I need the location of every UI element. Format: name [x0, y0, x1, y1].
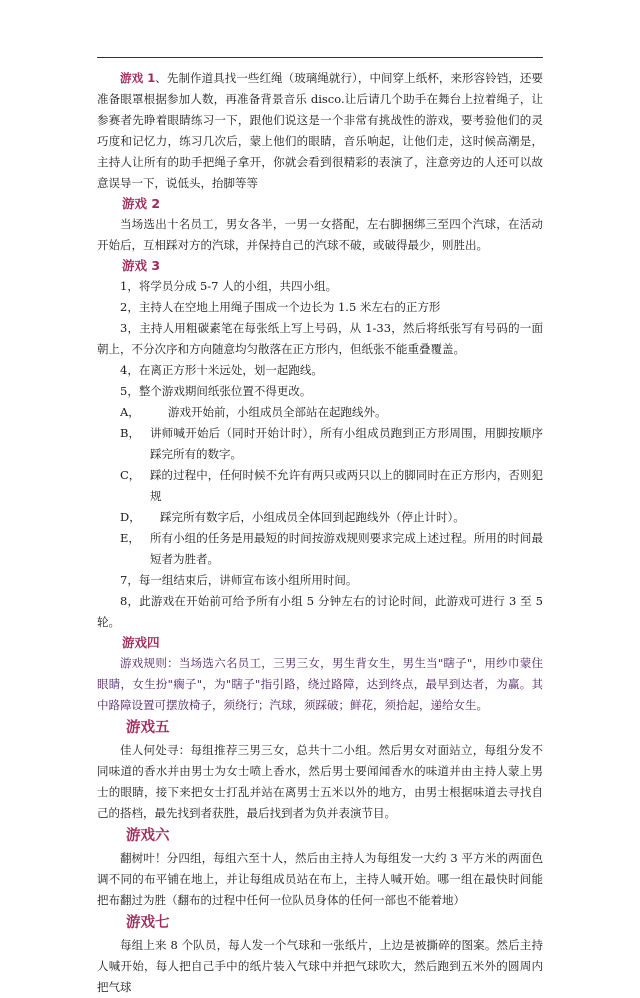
step-text: 所有小组的任务是用最短的时间按游戏规则要求完成上述过程。所用的时间最短者为胜者。 — [150, 531, 543, 566]
game3-item-8: 8，此游戏在开始前可给予所有小组 5 分钟左右的讨论时间，此游戏可进行 3 至 5 轮。 — [97, 594, 543, 629]
game3-item-4: 4，在离正方形十米远处，划一起跑线。 — [120, 363, 323, 377]
game2-body: 当场选出十名员工，男女各半，一男一女搭配，左右脚捆绑三至四个汽球，在活动开始后，互相踩对方的汽球，并保持自己的汽球不破，或破得最少，则胜出。 — [97, 217, 543, 252]
game7-body: 每组上来 8 个队员，每人发一个气球和一张纸片，上边是被撕碎的图案。然后主持人喊开始，每人把自己手中的纸片装入气球中并把气球吹大，然后跑到五米外的圆周内把气球 — [97, 938, 543, 994]
game3-item-1: 1，将学员分成 5-7 人的小组，共四小组。 — [120, 279, 338, 293]
game3-item-7: 7，每一组结束后，讲师宣布该小组所用时间。 — [120, 573, 358, 587]
step-text: 踩完所有数字后，小组成员全体回到起跑线外（停止计时）。 — [160, 510, 465, 524]
game3-step-c — [97, 465, 543, 507]
game3-item-2: 2，主持人在空地上用绳子围成一个边长为 1.5 米左右的正方形 — [120, 300, 441, 314]
step-text: 讲师喊开始后（同时开始计时），所有小组成员跑到正方形周围，用脚按顺序踩完所有的数字。 — [150, 426, 543, 461]
game3-title: 游戏 3 — [122, 258, 161, 273]
game3-step-d — [97, 507, 543, 528]
game3-item-3: 3，主持人用粗碳素笔在每张纸上写上号码，从 1-33，然后将纸张写有号码的一面朝上，不分次序和方向随意均匀散落在正方形内，但纸张不能重叠覆盖。 — [97, 321, 543, 356]
game2-title: 游戏 2 — [122, 196, 161, 211]
game5-body: 佳人何处寻：每组推荐三男三女，总共十二小组。然后男女对面站立，每组分发不同味道的香水并由男士为女士喷上香水，然后男士要闻闻香水的味道并由主持人蒙上男士的眼睛，接下来把女士打乱并站在离男士五米以外的地方，由男士根据味道去寻找自己的搭档，最先找到者获胜，最后找到者为负并表演节目。 — [97, 743, 543, 820]
game1-body: 、先制作道具找一些红绳（玻璃绳就行），中间穿上纸杯，来形容铃铛，还要准备眼罩根据参加人数，再准备背景音乐 disco.让后请几个助手在舞台上拉着绳子，让参赛者先睁着眼睛练习一下，跟他们说这是一个非常有挑战性的游戏，要考验他们的灵巧度和记忆力，练习几次后，蒙上他们的眼睛，音乐响起，让他们走，这时候高潮是，主持人让所有的助手把绳子拿开，你就会看到很精彩的表演了，注意旁边的人还可以故意误导一下，说低头，抬脚等等 — [97, 71, 543, 190]
game3-step-a — [97, 402, 543, 423]
document-body — [97, 68, 543, 998]
game1-paragraph — [97, 68, 543, 194]
game3-step-b — [97, 423, 543, 465]
game3-step-e — [97, 528, 543, 570]
header-rule — [97, 57, 543, 58]
game6-title: 游戏六 — [126, 828, 170, 844]
game1-title: 游戏 1 — [120, 71, 156, 85]
game3-item-5: 5，整个游戏期间纸张位置不得更改。 — [120, 384, 312, 398]
step-label: C， — [120, 468, 141, 482]
game4-title: 游戏四 — [122, 635, 160, 650]
step-text: 踩的过程中，任何时候不允许有两只或两只以上的脚同时在正方形内，否则犯规 — [150, 468, 543, 503]
step-label: A， — [120, 405, 140, 419]
game4-body: 游戏规则：当场选六名员工，三男三女，男生背女生，男生当"瞎子"，用纱巾蒙住眼睛，女生扮"瘸子"，为"瞎子"指引路，绕过路障，达到终点，最早到达者，为赢。其中路障设置可摆放椅子，须绕行；汽球，须踩破；鲜花，须拾起，递给女生。 — [97, 656, 543, 712]
game7-title: 游戏七 — [126, 915, 170, 931]
game5-title: 游戏五 — [126, 720, 170, 736]
game6-body: 翻树叶！分四组，每组六至十人，然后由主持人为每组发一大约 3 平方米的两面色调不同的布平铺在地上，并让每组成员站在布上，主持人喊开始。哪一组在最快时间能把布翻过为胜（翻布的过程中任何一位队员身体的任何一部也不能着地） — [97, 851, 543, 907]
step-label: E， — [120, 531, 140, 545]
step-label: D， — [120, 510, 141, 524]
step-text: 游戏开始前，小组成员全部站在起跑线外。 — [168, 405, 387, 419]
step-label: B， — [120, 426, 140, 440]
